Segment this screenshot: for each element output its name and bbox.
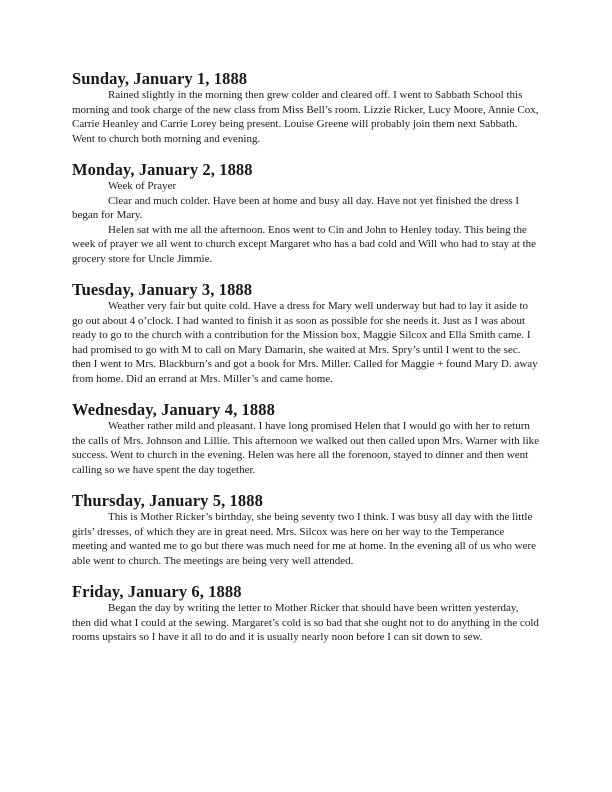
entry-date-heading: Tuesday, January 3, 1888: [72, 280, 253, 299]
diary-entry-jan-6: [72, 583, 540, 645]
entry-paragraph: Clear and much colder. Have been at home and busy all day. Have not yet finished the dress I began for Mary.: [72, 194, 520, 221]
entry-paragraph: Rained slightly in the morning then grew colder and cleared off. I went to Sabbath School this morning and took charge of the new class from Miss Bell’s room. Lizzie Ricker, Lucy Moore, Annie Cox, Carrie Heanley and Carrie Lorey being present. Louise Greene will probably join them next Sabbath. Went to church both morning and evening.: [72, 89, 539, 145]
entry-paragraph: Week of Prayer: [108, 180, 177, 192]
entry-paragraph: Weather very fair but quite cold. Have a dress for Mary well underway but had to lay it aside to go out about 4 o’clock. I had wanted to finish it as soon as possible for she needs it. Just as I was about ready to go to the church with a contribution for the Mission box, Maggie Silcox and Ella Smith came. I had promised to go with M to call on Mary Damarin, she waited at Mrs. Spry’s until I went to the sec. then I went to Mrs. Blackburn’s and got a book for Mrs. Miller. Called for Maggie + found Mary D. away from home. Did an errand at Mrs. Miller’s and came home.: [72, 300, 538, 385]
diary-page: [72, 70, 540, 660]
entry-paragraph: Helen sat with me all the afternoon. Enos went to Cin and John to Henley today. This being the week of prayer we all went to church except Margaret who has a bad cold and Will who had to stay at the grocery store for Uncle Jimmie.: [72, 223, 537, 265]
diary-entry-jan-2: [72, 161, 540, 266]
diary-entry-jan-1: [72, 70, 540, 146]
entry-date-heading: Wednesday, January 4, 1888: [72, 400, 275, 419]
diary-entry-jan-4: [72, 401, 540, 477]
diary-entry-jan-3: [72, 281, 540, 386]
entry-date-heading: Friday, January 6, 1888: [72, 582, 242, 601]
entry-date-heading: Sunday, January 1, 1888: [72, 69, 248, 88]
entry-date-heading: Monday, January 2, 1888: [72, 160, 253, 179]
entry-paragraph: Began the day by writing the letter to Mother Ricker that should have been written yesterday, then did what I could at the sewing. Margaret’s cold is so bad that she ought not to do anything in the cold rooms upstairs so I have it all to do and it is usually nearly noon before I can sit down to sew.: [72, 602, 539, 643]
entry-paragraph: This is Mother Ricker’s birthday, she being seventy two I think. I was busy all day with the little girls’ dresses, of which they are in great need. Mrs. Silcox was here on her way to the Temperance meeting and wanted me to go but there was much need for me at home. In the evening all of us who were able went to church. The meetings are being very well attended.: [72, 511, 536, 567]
entry-paragraph: Weather rather mild and pleasant. I have long promised Helen that I would go with her to return the calls of Mrs. Johnson and Lillie. This afternoon we walked out then called upon Mrs. Warner with like success. Went to church in the evening. Helen was here all the forenoon, stayed to dinner and then went calling so we have spent the day together.: [72, 420, 540, 476]
diary-entry-jan-5: [72, 492, 540, 568]
entry-date-heading: Thursday, January 5, 1888: [72, 491, 263, 510]
